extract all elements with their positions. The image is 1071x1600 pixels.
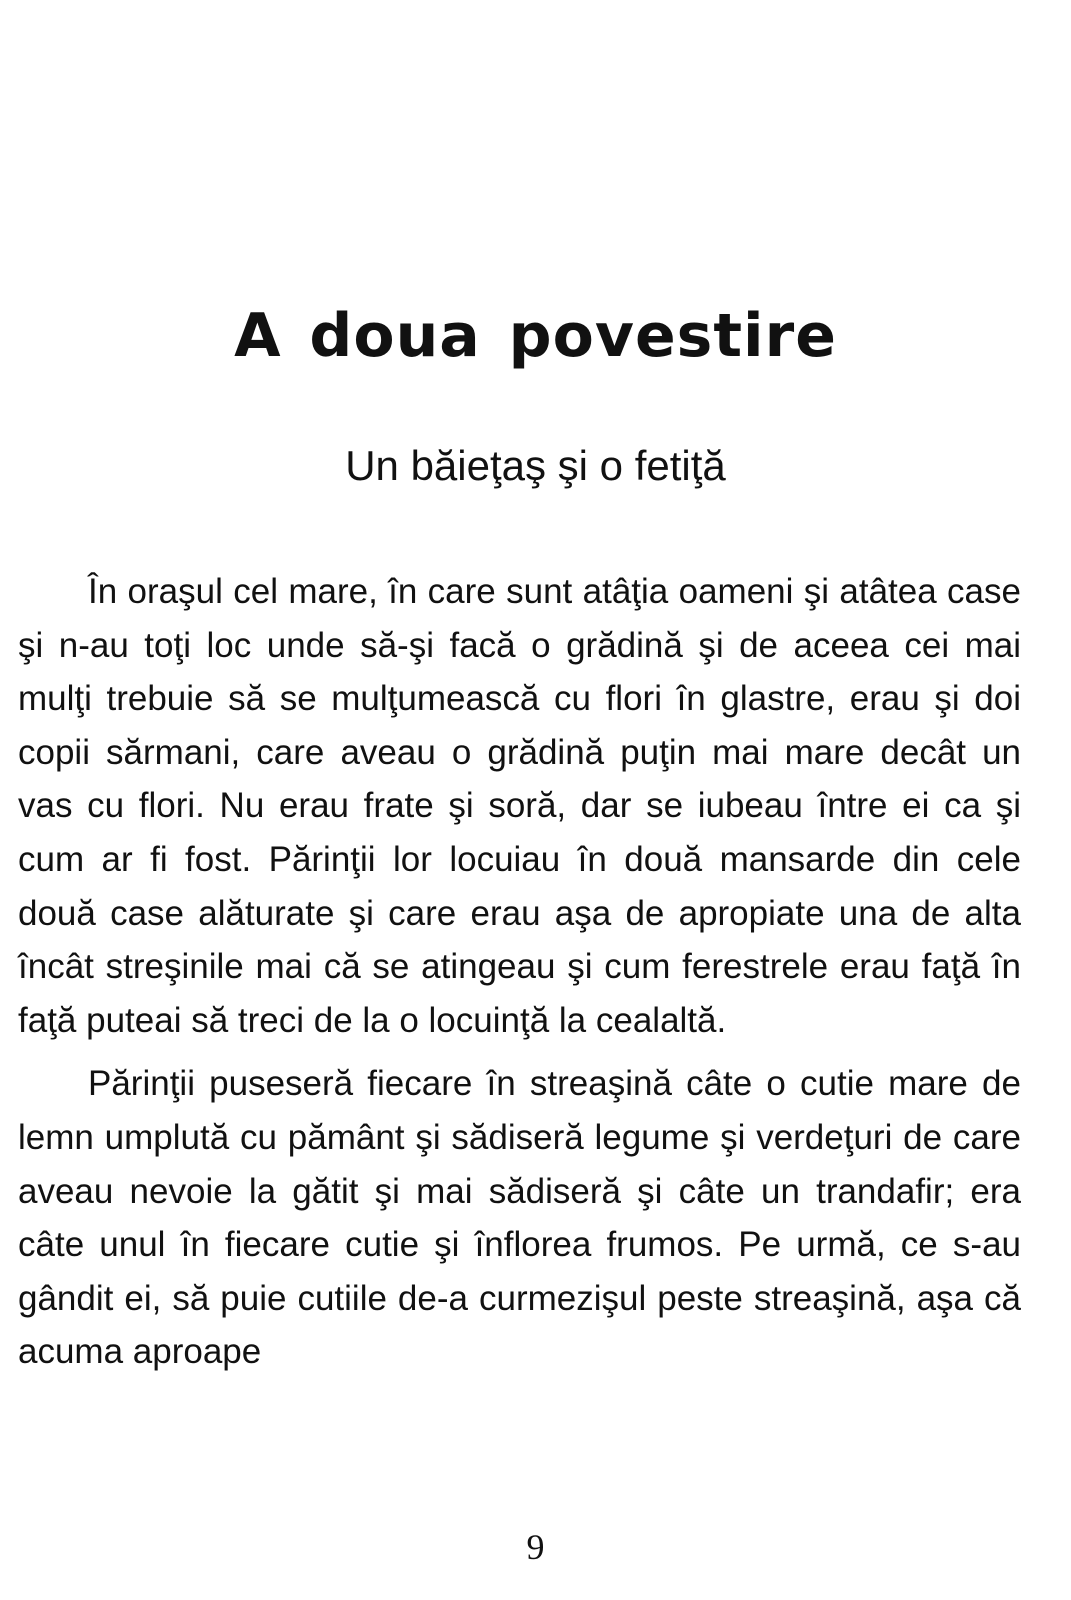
paragraph-2: Părinţii puseseră fiecare în streaşină câte o cutie mare de lemn umplută cu pământ şi sădiseră legume şi verdeţuri de care aveau nevoie la gătit şi mai sădiseră şi câte un trandafir; era câte unul în fiecare cutie şi înflorea frumos. Pe urmă, ce s-au gândit ei, să puie cutiile de-a curmezişul peste streaşină, aşa că acuma aproape bbox=[18, 1064, 1021, 1372]
story-subtitle: Un băieţaş şi o fetiţă bbox=[345, 442, 726, 489]
page-number: 9 bbox=[526, 1527, 545, 1567]
body-text bbox=[18, 565, 1021, 1379]
paragraph-1: În oraşul cel mare, în care sunt atâţia oameni şi atâtea case şi n-au toţi loc unde să-şi facă o grădină şi de aceea cei mai mulţi trebuie să se mulţumească cu flori în glastre, erau şi doi copii sărmani, care aveau o grădină puţin mai mare decât un vas cu flori. Nu erau frate şi soră, dar se iubeau între ei ca şi cum ar fi fost. Părinţii lor locuiau în două mansarde din cele două case alăturate şi care erau aşa de apropiate una de alta încât streşinile mai că se atingeau şi cum ferestrele erau faţă în faţă puteai să treci de la o locuinţă la cealaltă. bbox=[18, 572, 1021, 1040]
chapter-title: A doua povestire bbox=[234, 301, 837, 371]
